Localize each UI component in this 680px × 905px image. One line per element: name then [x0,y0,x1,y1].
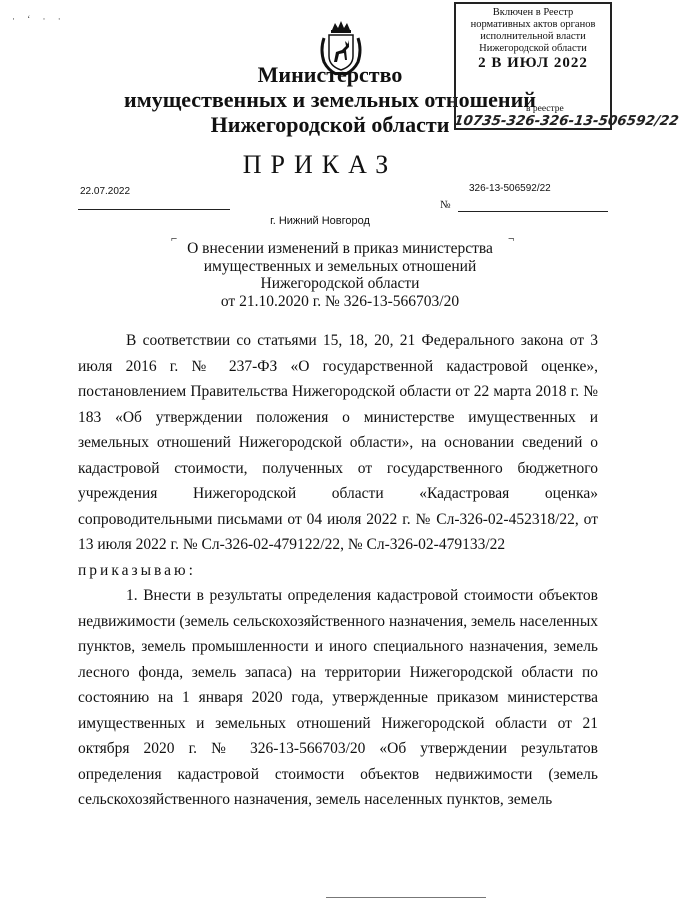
preamble-paragraph: В соответствии со статьями 15, 18, 20, 21 Федерального закона от 3 июля 2016 г. № 237-ФЗ «О государственной кадастровой оценке», постановлением Правительства Нижегородской области от 22 марта 2018 г. № 183 «Об утверждении положения о министерстве имущественных и земельных отношений Нижегородской области», на основании сведений о кадастровой стоимости, полученных от государственного бюджетного учреждения Нижегородской области «Кадастровая оценка» сопроводительными письмами от 04 июля 2022 г. № Сл-326-02-452318/22, от 13 июля 2022 г. № Сл-326-02-479122/22, № Сл-326-02-479133/22 [78,332,598,553]
subject-line-1: О внесении изменений в приказ министерства [187,240,493,257]
clause-1-paragraph: 1. Внести в результаты определения кадастровой стоимости объектов недвижимости (земель сельскохозяйственного назначения, земель населенных пунктов, земель промышленности и иного специального назначения, земель лесного фонда, земель запаса) на территории Нижегородской области по состоянию на 1 января 2020 года, утвержденные приказом министерства имущественных и земельных отношений Нижегородской области от 21 октября 2020 г. № 326-13-566703/20 «Об утверждении результатов определения кадастровой стоимости объектов недвижимости (земель сельскохозяйственного назначения, земель населенных пунктов, земель [78,587,598,808]
order-date: 22.07.2022 [80,186,131,197]
date-underline [78,209,230,210]
number-underline [458,211,608,212]
stamp-line-4: Нижегородской области [479,43,587,54]
number-sign: № [440,199,451,211]
stamp-line-1: Включен в Реестр [492,7,574,18]
subject-bracket-left: ⌐ [171,233,178,245]
stamp-line-3: исполнительной власти [480,31,586,42]
order-verb: приказываю: [78,561,196,579]
stamp-registry-label: в реестре [526,104,564,114]
stamp-registry-number: 10735-326-326-13-506592/22 [452,113,680,129]
stamp-date: 2 В ИЮЛ 2022 [478,55,588,71]
order-title: ПРИКАЗ [242,150,398,179]
order-number: 326-13-506592/22 [469,183,551,194]
order-body [78,328,598,813]
order-subject [160,240,520,310]
subject-line-2: имущественных и земельных отношений [203,257,477,275]
ministry-line-2: имущественных и земельных отношений [124,87,536,112]
stamp-line-2: нормативных актов органов [470,19,596,30]
corner-marks: · ‘ · · [12,14,66,24]
ministry-line-1: Министерство [257,62,403,87]
subject-line-3: Нижегородской области [260,275,420,292]
city-label: г. Нижний Новгород [270,215,370,227]
ministry-line-3: Нижегородской области [210,112,450,137]
subject-line-4: от 21.10.2020 г. № 326-13-566703/20 [220,292,460,310]
subject-bracket-right: ¬ [508,233,515,245]
footer-line [326,897,486,898]
